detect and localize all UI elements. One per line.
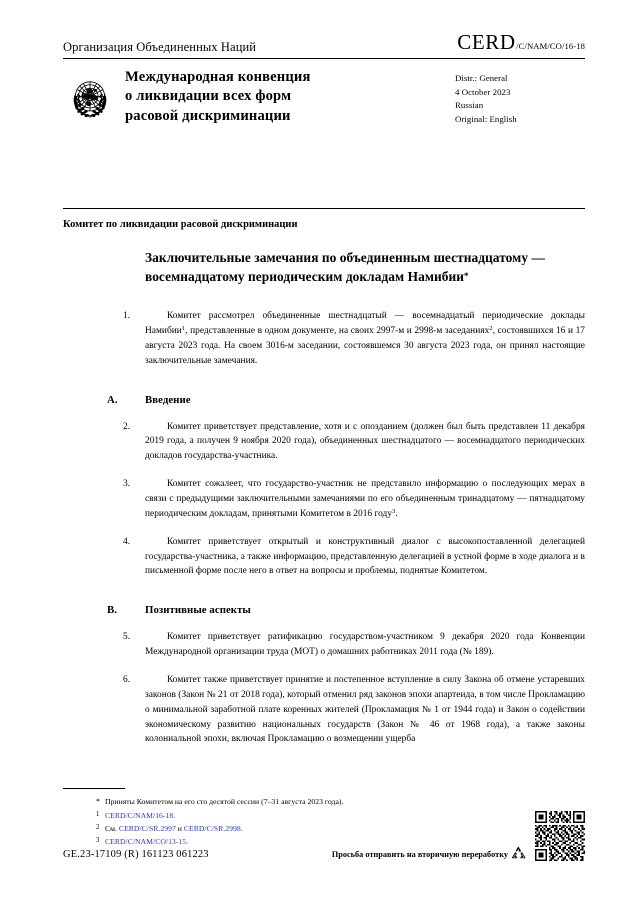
document-symbol-suffix: /C/NAM/CO/16-18 bbox=[516, 41, 585, 51]
convention-title bbox=[117, 68, 455, 126]
committee-divider bbox=[63, 208, 585, 209]
distribution-date: 4 October 2023 bbox=[455, 86, 511, 97]
paragraph-text: Комитет также приветствует принятие и постепенное вступление в силу Закона об отмене устаревших законов (Закон № 21 от 2018 года), который отменил ряд законов эпохи апартеида, в том числе Прокламацию о минимальной заработной плате коренных жителей (Прокламация № 1 от 1944 года) и Закон о содействии экономическому развитию национальных государств (Закон № 46 от 1968 года), а также законы колониальной эпохи, включая Прокламацию о возмещении ущерба bbox=[145, 674, 585, 745]
paragraph-text: Комитет приветствует представление, хотя и с опозданием (должен был быть представлен 11 декабря 2019 года, а получен 9 ноября 2020 года), объединенных шестнадцатого — восемнадцатого периодических докладов государства-участника. bbox=[145, 421, 585, 462]
paragraph-number: 6. bbox=[123, 674, 131, 685]
page-title-text: Заключительные замечания по объединенным шестнадцатому — восемнадцатому периодическим докладам Намибии bbox=[145, 250, 545, 285]
recycle-notice bbox=[332, 845, 585, 863]
page-title-footnote-mark: * bbox=[464, 271, 469, 282]
committee-name: Комитет по ликвидации расовой дискриминации bbox=[63, 219, 298, 230]
document-symbol bbox=[457, 30, 585, 55]
masthead bbox=[63, 30, 585, 127]
section-title-a: Введение bbox=[145, 393, 191, 406]
paragraph: 1. Комитет рассмотрел объединенные шестнадцатый — восемнадцатый периодические доклады Намибии$^1$, представленные в одном документе, на своих 2997-м и 2998-м заседаниях$^2$, состоявшихся 16 и 17 августа 2023 года. На своем 3016-м заседании, состоявшемся 30 августа 2023 года, он принял настоящие заключительные замечания. bbox=[123, 311, 585, 366]
paragraph bbox=[123, 535, 585, 580]
section-title-b: Позитивные аспекты bbox=[145, 604, 251, 617]
paragraph: 3. Комитет сожалеет, что государство-участник не представило информацию о последующих мерах в связи с предыдущими заключительными замечаниями по его объединенным тринадцатому — пятнадцатому периодическим докладам, принятыми Комитетом в 2016 году$^3$. bbox=[123, 479, 585, 519]
footnote-item: 2 См. CERD/C/SR.2997 и CERD/C/SR.2998. bbox=[96, 823, 243, 833]
footnote-marker: 2 bbox=[96, 823, 100, 831]
footnote-link[interactable]: CERD/C/NAM/CO/13-15. bbox=[105, 837, 189, 847]
masthead-body-row bbox=[63, 59, 585, 127]
page-title bbox=[145, 248, 545, 286]
section-letter-a: A. bbox=[107, 393, 118, 406]
footnote-item bbox=[96, 809, 516, 822]
footnote-separator bbox=[63, 788, 125, 789]
distribution-language: Russian bbox=[455, 100, 484, 111]
footnote-ref[interactable]: 3 bbox=[392, 507, 396, 515]
un-emblem-icon bbox=[63, 71, 117, 125]
document-symbol-main: CERD bbox=[457, 30, 516, 54]
footnote-link[interactable]: CERD/C/SR.2997 bbox=[118, 823, 176, 833]
distribution-original: Original: English bbox=[455, 113, 517, 124]
footnote-ref[interactable]: 1 bbox=[181, 324, 186, 332]
footnote-marker: 3 bbox=[96, 837, 100, 845]
paragraph bbox=[123, 630, 585, 660]
paragraph-number: 2. bbox=[123, 421, 131, 432]
distribution-block bbox=[455, 68, 585, 127]
footnote-item bbox=[96, 795, 516, 809]
organization-name: Организация Объединенных Наций bbox=[63, 40, 257, 54]
document-body bbox=[63, 248, 585, 747]
footnote-ref[interactable]: 2 bbox=[489, 324, 493, 332]
footnote-marker: 1 bbox=[96, 810, 100, 818]
masthead-top-row bbox=[63, 30, 585, 57]
paragraph bbox=[123, 420, 585, 465]
paragraph-number: 5. bbox=[123, 632, 131, 643]
paragraph bbox=[123, 673, 585, 747]
section-heading-a bbox=[107, 393, 585, 406]
convention-title-line-1: Международная конвенция bbox=[125, 69, 311, 85]
section-heading-b bbox=[107, 604, 585, 617]
recycle-icon bbox=[511, 845, 527, 861]
paragraph-number: 4. bbox=[123, 536, 131, 547]
distribution-line: Distr.: General bbox=[455, 73, 508, 83]
recycle-text: Просьба отправить на вторичную переработку bbox=[331, 849, 508, 859]
paragraph-text: Комитет приветствует ратификацию государством-участником 9 декабря 2020 года Конвенции Международной организации труда (МОТ) о домашних работниках 2011 года (№ 189). bbox=[145, 632, 585, 658]
footnote-text: Приняты Комитетом на его сто десятой сессии (7–31 августа 2023 года). bbox=[105, 797, 344, 806]
footnote-list bbox=[96, 795, 516, 848]
page-footer bbox=[63, 845, 585, 863]
paragraph-number: 3. bbox=[123, 479, 131, 490]
convention-title-line-3: расовой дискриминации bbox=[125, 107, 291, 124]
ge-number: GE.23-17109 (R) 161123 061223 bbox=[63, 848, 209, 860]
footnote-link[interactable]: CERD/C/NAM/16-18. bbox=[105, 810, 176, 820]
paragraph-text: Комитет приветствует открытый и конструктивный диалог с высокопоставленной делегацией государства-участника, а также информацию, представленную делегацией в устной форме в ходе диалога и в письменной форме после него в ответ на вопросы и проблемы, поднятые Комитетом. bbox=[145, 536, 585, 577]
section-letter-b: B. bbox=[107, 604, 118, 617]
footnote-marker: * bbox=[96, 797, 101, 806]
footnote-link[interactable]: CERD/C/SR.2998. bbox=[183, 823, 243, 833]
convention-title-line-2: о ликвидации всех форм bbox=[125, 88, 292, 105]
paragraph-number: 1. bbox=[123, 311, 131, 322]
